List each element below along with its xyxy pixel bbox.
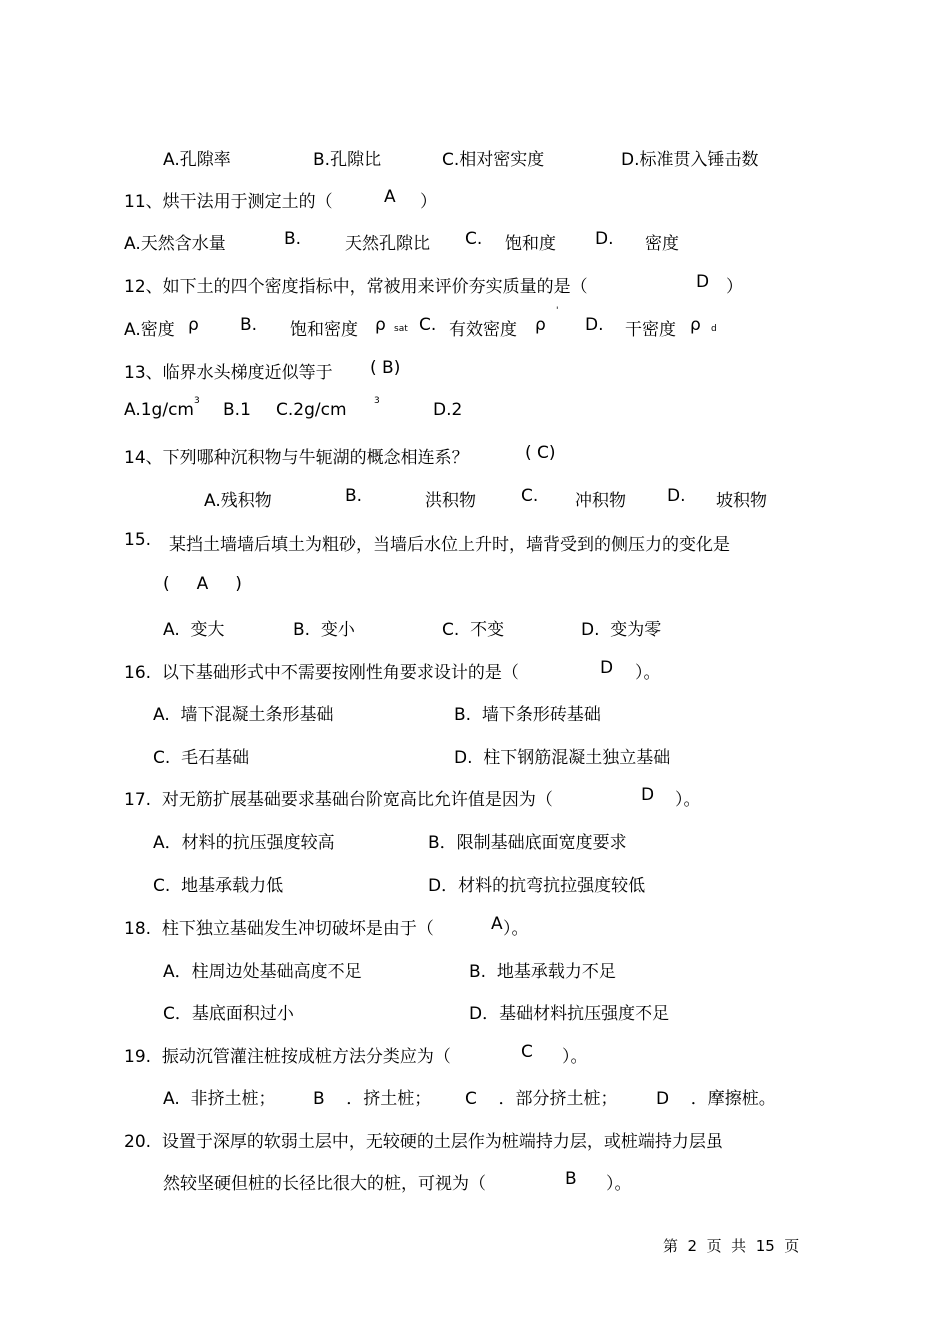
q19-close: ）。 — [562, 1047, 588, 1067]
q14-answer: ( C) — [525, 443, 556, 463]
q19-option-b: B ．挤土桩； — [313, 1089, 432, 1109]
q12-option-c-label: C. — [419, 315, 437, 335]
q14-option-a: A.残积物 — [204, 491, 272, 511]
q20-stem-line1: 20. 设置于深厚的软弱土层中，无较硬的土层作为桩端持力层，或桩端持力层虽 — [124, 1132, 723, 1152]
q17-option-a: A．材料的抗压强度较高 — [153, 833, 335, 853]
q11-option-b-label: B. — [284, 229, 302, 249]
q11-stem: 11、烘干法用于测定土的（ — [124, 192, 333, 212]
option-b: B.孔隙比 — [313, 150, 382, 170]
q16-answer: D — [600, 658, 614, 678]
q12-rho-b: ρ — [375, 315, 386, 335]
q17-close: ）。 — [675, 790, 701, 810]
q16-close: ）。 — [635, 663, 661, 683]
q14-option-b-label: B. — [345, 486, 363, 506]
q14-option-d-label: D. — [667, 486, 686, 506]
q19-option-d: D ．摩擦桩。 — [656, 1089, 776, 1109]
q12-option-a: A.密度 — [124, 320, 175, 340]
q12-rho-c: ρ — [535, 315, 546, 335]
q18-option-a: A．柱周边处基础高度不足 — [163, 962, 362, 982]
option-a: A.孔隙率 — [163, 150, 231, 170]
q18-stem: 18. 柱下独立基础发生冲切破坏是由于（ — [124, 919, 434, 939]
q19-option-c: C ．部分挤土桩； — [465, 1089, 618, 1109]
q16-option-d: D. 柱下钢筋混凝土独立基础 — [454, 748, 671, 768]
q18-option-c: C．基底面积过小 — [163, 1004, 294, 1024]
q18-close: ）。 — [503, 919, 529, 939]
q12-option-d: 干密度 — [625, 320, 676, 340]
q13-option-a: A.1g/cm — [124, 400, 194, 420]
q14-option-b: 洪积物 — [425, 491, 476, 511]
q20-answer: B — [565, 1169, 577, 1189]
q11-option-d: 密度 — [645, 234, 679, 254]
q18-option-d: D．基础材料抗压强度不足 — [469, 1004, 670, 1024]
q14-option-c-label: C. — [521, 486, 539, 506]
option-d: D.标准贯入锤击数 — [621, 150, 759, 170]
q12-stem: 12、如下土的四个密度指标中，常被用来评价夯实质量的是（ — [124, 277, 588, 297]
q12-option-b: 饱和密度 — [290, 320, 358, 340]
q12-close: ） — [726, 277, 743, 297]
q16-stem: 16. 以下基础形式中不需要按刚性角要求设计的是（ — [124, 663, 519, 683]
q13-stem: 13、临界水头梯度近似等于 — [124, 363, 333, 383]
q17-option-b: B．限制基础底面宽度要求 — [428, 833, 627, 853]
q12-option-c: 有效密度 — [449, 320, 517, 340]
q20-close: ）。 — [606, 1174, 632, 1194]
q17-option-d: D．材料的抗弯抗拉强度较低 — [428, 876, 646, 896]
q15-answer: ( A ) — [163, 574, 242, 594]
q14-option-d: 坡积物 — [716, 491, 767, 511]
q19-stem: 19. 振动沉管灌注桩按成桩方法分类应为（ — [124, 1047, 451, 1067]
q13-option-c: C.2g/cm — [276, 400, 347, 420]
q16-option-b: B. 墙下条形砖基础 — [454, 705, 601, 725]
q15-stem: 某挡土墙墙后填土为粗砂，当墙后水位上升时，墙背受到的侧压力的变化是 — [169, 535, 730, 555]
q15-option-b: B. 变小 — [293, 620, 355, 640]
q11-close: ） — [420, 192, 437, 212]
q13-option-b: B.1 — [223, 400, 251, 420]
q13-option-d: D.2 — [433, 400, 463, 420]
q11-answer: A — [384, 187, 396, 207]
q12-option-b-label: B. — [240, 315, 258, 335]
q18-option-b: B. 地基承载力不足 — [469, 962, 616, 982]
q19-answer: C — [521, 1042, 533, 1062]
page-number-footer: 第 2 页 共 15 页 — [663, 1237, 800, 1255]
q16-option-c: C. 毛石基础 — [153, 748, 250, 768]
q17-answer: D — [641, 785, 655, 805]
q15-option-a: A. 变大 — [163, 620, 225, 640]
q12-rho-d: ρ — [690, 315, 701, 335]
q12-sat-subscript: sat — [394, 324, 408, 334]
q14-option-c: 冲积物 — [575, 491, 626, 511]
q19-option-a: A. 非挤土桩； — [163, 1089, 276, 1109]
q12-rho-a: ρ — [188, 315, 199, 335]
q11-option-d-label: D. — [595, 229, 614, 249]
q20-stem-line2: 然较坚硬但桩的长径比很大的桩，可视为（ — [163, 1174, 486, 1194]
q18-answer: A — [491, 914, 503, 934]
q16-option-a: A. 墙下混凝土条形基础 — [153, 705, 334, 725]
q12-option-d-label: D. — [585, 315, 604, 335]
q13-answer: ( B) — [370, 358, 401, 378]
q14-stem: 14、下列哪种沉积物与牛轭湖的概念相连系？ — [124, 448, 469, 468]
q11-option-a: A.天然含水量 — [124, 234, 226, 254]
q11-option-c: 饱和度 — [505, 234, 556, 254]
q12-answer: D — [696, 272, 710, 292]
option-c: C.相对密实度 — [442, 150, 545, 170]
q11-option-b: 天然孔隙比 — [345, 234, 430, 254]
q15-number: 15. — [124, 530, 152, 550]
q12-prime: ' — [556, 306, 559, 316]
q17-stem: 17. 对无筋扩展基础要求基础台阶宽高比允许值是因为（ — [124, 790, 553, 810]
q15-option-d: D. 变为零 — [581, 620, 662, 640]
q13-sup-a: 3 — [194, 396, 200, 406]
q15-option-c: C. 不变 — [442, 620, 505, 640]
q12-d-subscript: d — [711, 324, 717, 334]
q11-option-c-label: C. — [465, 229, 483, 249]
q13-sup-c: 3 — [374, 396, 380, 406]
q17-option-c: C. 地基承载力低 — [153, 876, 284, 896]
